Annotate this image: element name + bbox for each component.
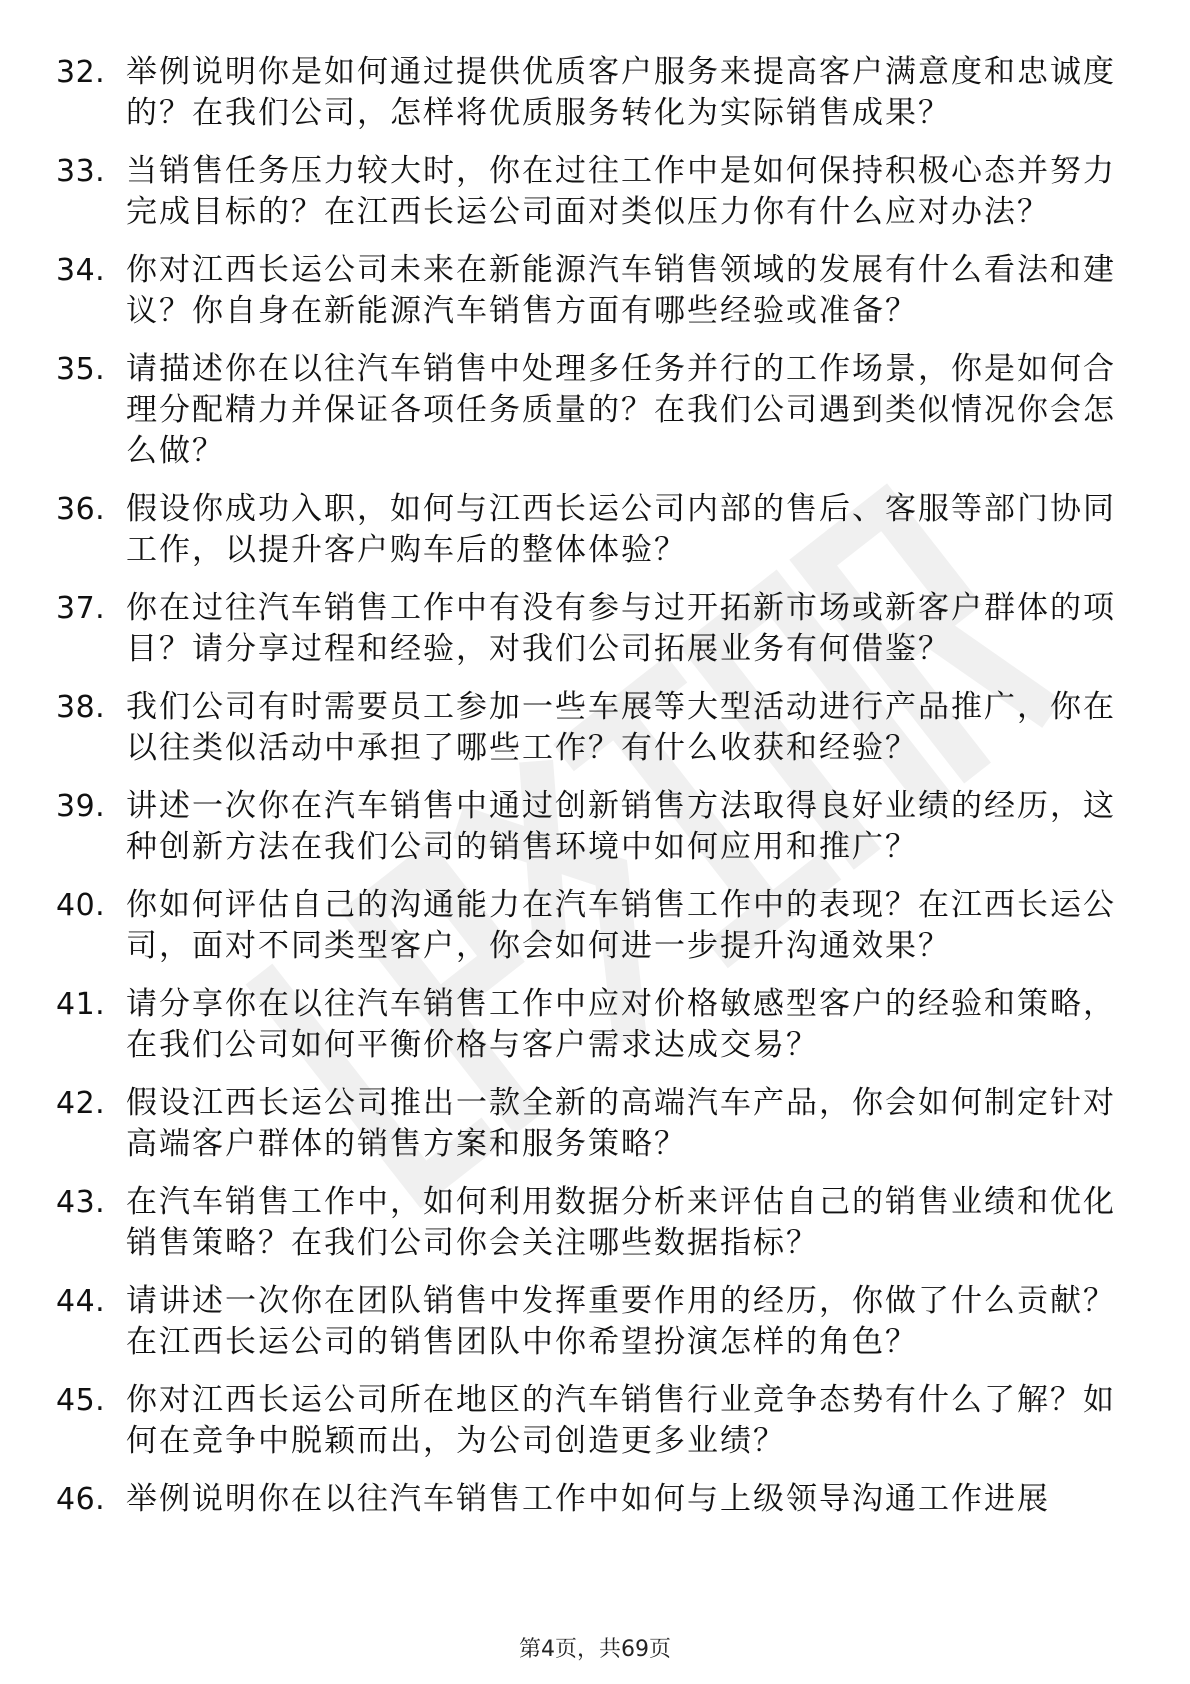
question-text: 请讲述一次你在团队销售中发挥重要作用的经历，你做了什么贡献？在江西长运公司的销售团队中你希望扮演怎样的角色？ [126, 1283, 1116, 1360]
question-list [56, 52, 1134, 1537]
question-text: 举例说明你是如何通过提供优质客户服务来提高客户满意度和忠诚度的？在我们公司，怎样将优质服务转化为实际销售成果？ [126, 54, 1116, 131]
list-item [56, 786, 1134, 868]
list-item [56, 1281, 1134, 1363]
list-item [56, 250, 1134, 332]
question-number: 46. [56, 1482, 106, 1517]
question-text: 在汽车销售工作中，如何利用数据分析来评估自己的销售业绩和优化销售策略？在我们公司你会关注哪些数据指标？ [126, 1184, 1116, 1261]
question-number: 45. [56, 1383, 106, 1418]
question-text: 讲述一次你在汽车销售中通过创新销售方法取得良好业绩的经历，这种创新方法在我们公司的销售环境中如何应用和推广？ [126, 788, 1116, 865]
list-item [56, 52, 1134, 134]
list-item [56, 1479, 1134, 1520]
question-number: 41. [56, 987, 106, 1022]
question-number: 35. [56, 352, 106, 387]
question-text: 你如何评估自己的沟通能力在汽车销售工作中的表现？在江西长运公司，面对不同类型客户，你会如何进一步提升沟通效果？ [126, 887, 1116, 964]
question-number: 38. [56, 690, 106, 725]
question-text: 你对江西长运公司未来在新能源汽车销售领域的发展有什么看法和建议？你自身在新能源汽车销售方面有哪些经验或准备？ [126, 252, 1116, 329]
question-text: 假设你成功入职，如何与江西长运公司内部的售后、客服等部门协同工作，以提升客户购车后的整体体验？ [126, 491, 1116, 568]
question-number: 33. [56, 154, 106, 189]
question-text: 我们公司有时需要员工参加一些车展等大型活动进行产品推广，你在以往类似活动中承担了哪些工作？有什么收获和经验？ [126, 689, 1116, 766]
question-number: 44. [56, 1284, 106, 1319]
question-text: 你在过往汽车销售工作中有没有参与过开拓新市场或新客户群体的项目？请分享过程和经验，对我们公司拓展业务有何借鉴？ [126, 590, 1116, 667]
question-text: 举例说明你在以往汽车销售工作中如何与上级领导沟通工作进展 [126, 1481, 1050, 1517]
question-number: 32. [56, 55, 106, 90]
question-number: 42. [56, 1086, 106, 1121]
list-item [56, 1083, 1134, 1165]
page-footer: 第4页，共69页 [519, 1637, 671, 1662]
question-text: 你对江西长运公司所在地区的汽车销售行业竞争态势有什么了解？如何在竞争中脱颖而出，为公司创造更多业绩？ [126, 1382, 1116, 1459]
list-item [56, 151, 1134, 233]
question-text: 请分享你在以往汽车销售工作中应对价格敏感型客户的经验和策略，在我们公司如何平衡价格与客户需求达成交易？ [126, 986, 1116, 1063]
question-text: 当销售任务压力较大时，你在过往工作中是如何保持积极心态并努力完成目标的？在江西长运公司面对类似压力你有什么应对办法？ [126, 153, 1116, 230]
list-item [56, 1380, 1134, 1462]
question-number: 36. [56, 492, 106, 527]
question-number: 43. [56, 1185, 106, 1220]
list-item [56, 588, 1134, 670]
question-text: 请描述你在以往汽车销售中处理多任务并行的工作场景，你是如何合理分配精力并保证各项任务质量的？在我们公司遇到类似情况你会怎么做？ [126, 351, 1116, 469]
list-item [56, 489, 1134, 571]
question-number: 40. [56, 888, 106, 923]
question-number: 39. [56, 789, 106, 824]
question-number: 34. [56, 253, 106, 288]
question-text: 假设江西长运公司推出一款全新的高端汽车产品，你会如何制定针对高端客户群体的销售方案和服务策略？ [126, 1085, 1116, 1162]
list-item [56, 1182, 1134, 1264]
question-number: 37. [56, 591, 106, 626]
list-item [56, 687, 1134, 769]
list-item [56, 349, 1134, 472]
list-item [56, 885, 1134, 967]
list-item [56, 984, 1134, 1066]
